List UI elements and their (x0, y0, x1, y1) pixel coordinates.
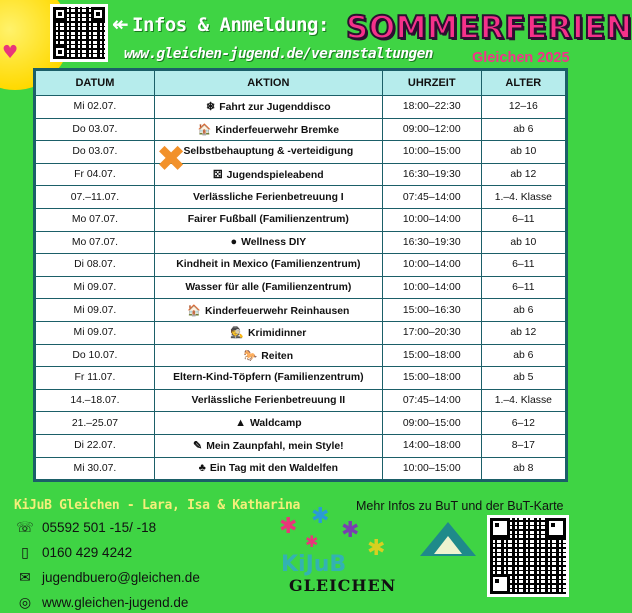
qr-code-registration[interactable] (50, 4, 108, 62)
cell-time (382, 276, 481, 299)
cell-action (154, 389, 382, 412)
date-text: Mo 07.07. (71, 236, 119, 248)
cell-age (481, 344, 565, 367)
qr-code-but[interactable] (487, 515, 569, 597)
website-link[interactable]: www.gleichen-jugend.de (42, 595, 189, 610)
table-row (36, 276, 566, 299)
header-age: ALTER (481, 71, 565, 96)
cell-date (36, 208, 155, 231)
cell-date (36, 389, 155, 412)
cell-action (154, 186, 382, 209)
person-figure-icon: ✱ (311, 504, 330, 529)
schedule-table (33, 68, 568, 482)
dice-icon: ⚄ (213, 169, 223, 182)
logo-text: KiJuB (281, 552, 347, 577)
table-row (36, 389, 566, 412)
table-row (36, 231, 566, 254)
qr-finder (490, 518, 510, 538)
action-text: Verlässliche Ferienbetreuung II (191, 395, 346, 407)
cell-age (481, 208, 565, 231)
detective-icon: 🕵 (230, 327, 245, 340)
cell-action (154, 141, 382, 164)
date-text: Do 10.07. (72, 349, 118, 361)
cell-action (154, 96, 382, 119)
cell-time (382, 389, 481, 412)
time-text: 15:00–18:00 (402, 349, 461, 361)
info-title: Infos & Anmeldung: (132, 14, 329, 36)
qr-finder (91, 7, 105, 21)
cell-time (382, 118, 481, 141)
age-text: 12–16 (508, 101, 538, 113)
age-text: ab 6 (513, 304, 534, 316)
elf-icon: ♣ (198, 462, 206, 475)
cell-date (36, 434, 155, 457)
cell-date (36, 344, 155, 367)
main-title: SOMMERFERIEN (346, 10, 632, 46)
age-text: ab 12 (510, 327, 537, 339)
cell-action (154, 344, 382, 367)
fire-station-icon: 🏠 (187, 304, 201, 317)
table-row (36, 434, 566, 457)
cell-age (481, 321, 565, 344)
cell-date (36, 412, 155, 435)
action-text: Waldcamp (249, 418, 302, 430)
arrow-left-icon: ↞ (112, 12, 129, 36)
cell-time (382, 231, 481, 254)
contact-email (14, 567, 300, 588)
cell-age (481, 231, 565, 254)
age-text: 1.–4. Klasse (494, 191, 552, 203)
cell-action (154, 254, 382, 277)
age-text: ab 6 (513, 349, 534, 361)
time-text: 09:00–15:00 (402, 417, 461, 429)
date-text: Di 22.07. (74, 440, 116, 452)
cell-time (382, 141, 481, 164)
date-text: Fr 11.07. (74, 372, 116, 384)
cross-icon: ✖ (156, 139, 187, 180)
age-text: ab 10 (510, 146, 537, 158)
cell-time (382, 186, 481, 209)
cell-date (36, 186, 155, 209)
header-date: DATUM (36, 71, 155, 96)
table-row (36, 208, 566, 231)
cell-age (481, 299, 565, 322)
paintbrush-icon: ✎ (193, 440, 203, 453)
age-text: 8–17 (511, 440, 535, 452)
action-text: Wasser für alle (Familienzentrum) (185, 282, 352, 294)
cell-age (481, 96, 565, 119)
action-text: Fairer Fußball (Familienzentrum) (187, 214, 349, 226)
cell-age (481, 118, 565, 141)
action-text: Jugendspieleabend (226, 170, 324, 182)
person-figure-icon: ✱ (367, 536, 386, 561)
cell-time (382, 434, 481, 457)
action-text: Fahrt zur Jugenddisco (219, 102, 331, 114)
cell-time (382, 321, 481, 344)
table-row (36, 186, 566, 209)
action-text: Krimidinner (248, 328, 307, 340)
table-row (36, 367, 566, 390)
cell-age (481, 434, 565, 457)
time-text: 14:00–18:00 (402, 440, 461, 452)
time-text: 15:00–18:00 (402, 372, 461, 384)
action-text: Kindheit in Mexico (Familienzentrum) (176, 259, 361, 271)
date-text: Mi 09.07. (73, 327, 117, 339)
qr-pattern (53, 7, 105, 59)
table-row (36, 141, 566, 164)
cell-date (36, 321, 155, 344)
fire-station-icon: 🏠 (197, 123, 212, 136)
cell-action (154, 321, 382, 344)
cell-time (382, 457, 481, 480)
logo-subtext: GLEICHEN (289, 576, 397, 595)
table-row (36, 118, 566, 141)
cell-action (154, 231, 382, 254)
cell-age (481, 457, 565, 480)
person-figure-icon: ✱ (305, 532, 319, 551)
cell-date (36, 254, 155, 277)
cell-action (154, 299, 382, 322)
action-text: Eltern-Kind-Töpfern (Familienzentrum) (173, 372, 364, 384)
cell-date (36, 118, 155, 141)
age-text: 6–11 (512, 282, 535, 294)
table-row (36, 412, 566, 435)
header-action: AKTION (154, 71, 382, 96)
qr-finder (546, 518, 566, 538)
cell-time (382, 412, 481, 435)
contact-phone1 (14, 517, 300, 538)
cell-time (382, 299, 481, 322)
table-row (36, 321, 566, 344)
phone1-text[interactable]: 05592 501 -15/ -18 (42, 520, 157, 535)
date-text: Fr 04.07. (74, 169, 116, 181)
cell-time (382, 254, 481, 277)
cell-time (382, 367, 481, 390)
cell-time (382, 163, 481, 186)
time-text: 18:00–22:30 (402, 101, 461, 113)
time-text: 17:00–20:30 (402, 327, 461, 339)
cell-time (382, 208, 481, 231)
cell-action (154, 118, 382, 141)
subtitle: Gleichen 2025 (472, 50, 570, 66)
table-row (36, 457, 566, 480)
time-text: 16:30–19:30 (402, 169, 461, 181)
cell-age (481, 367, 565, 390)
age-text: 6–12 (511, 417, 535, 429)
date-text: Mi 09.07. (73, 304, 117, 316)
date-text: Mo 07.07. (71, 214, 119, 226)
age-text: 6–11 (512, 214, 535, 226)
disco-ball-icon: ❄ (206, 101, 216, 114)
date-text: 21.–25.07 (71, 417, 119, 429)
cell-age (481, 276, 565, 299)
email-link[interactable]: jugendbuero@gleichen.de (42, 570, 200, 585)
contact-phone2 (14, 542, 300, 563)
time-text: 16:30–19:30 (402, 236, 461, 248)
mobile-icon: ▯ (21, 544, 29, 561)
header-time: UHRZEIT (382, 71, 481, 96)
date-text: Di 08.07. (74, 259, 116, 271)
cell-age (481, 412, 565, 435)
kijub-logo (275, 504, 397, 596)
time-text: 10:00–15:00 (402, 146, 461, 158)
cell-action (154, 276, 382, 299)
cell-time (382, 96, 481, 119)
action-text: Reiten (261, 350, 294, 362)
time-text: 09:00–12:00 (402, 123, 461, 135)
info-url-link[interactable]: www.gleichen-jugend.de/veranstaltungen (124, 46, 433, 62)
time-text: 15:00–16:30 (402, 304, 461, 316)
cell-action (154, 163, 382, 186)
time-text: 10:00–14:00 (402, 282, 461, 294)
cell-date (36, 96, 155, 119)
cell-age (481, 186, 565, 209)
cell-age (481, 163, 565, 186)
phone2-text[interactable]: 0160 429 4242 (42, 545, 133, 560)
time-text: 10:00–15:00 (402, 462, 461, 474)
qr-pattern (490, 518, 566, 594)
campfire-icon: ▲ (235, 417, 246, 430)
contact-block (14, 498, 300, 613)
but-logo-inner (434, 536, 462, 554)
action-text: Verlässliche Ferienbetreuung I (192, 191, 344, 203)
age-text: ab 12 (510, 169, 537, 181)
cell-date (36, 457, 155, 480)
time-text: 07:45–14:00 (402, 395, 461, 407)
age-text: ab 6 (513, 123, 534, 135)
age-text: ab 10 (510, 236, 537, 248)
date-text: 14.–18.07. (70, 395, 120, 407)
cell-date (36, 276, 155, 299)
person-figure-icon: ✱ (279, 514, 298, 539)
date-text: Mi 30.07. (73, 462, 117, 474)
cell-action (154, 367, 382, 390)
action-text: Ein Tag mit den Waldelfen (209, 463, 339, 475)
cell-action (154, 412, 382, 435)
cell-action (154, 434, 382, 457)
time-text: 10:00–14:00 (402, 259, 461, 271)
phone-icon: ☏ (16, 519, 34, 536)
table-row (36, 344, 566, 367)
contact-website (14, 592, 300, 613)
action-text: Kinderfeuerwehr Reinhausen (205, 305, 350, 317)
table-row (36, 299, 566, 322)
cell-age (481, 389, 565, 412)
sun-circle-icon: ● (230, 236, 238, 249)
team-line: KiJuB Gleichen - Lara, Isa & Katharina (14, 498, 301, 513)
action-text: Wellness DIY (241, 237, 307, 249)
cell-date (36, 367, 155, 390)
table-row (36, 254, 566, 277)
cell-action (154, 457, 382, 480)
time-text: 10:00–14:00 (402, 214, 461, 226)
cell-age (481, 254, 565, 277)
action-text: Selbstbehauptung & -verteidigung (183, 146, 354, 158)
date-text: 07.–11.07. (70, 191, 120, 203)
cell-date (36, 299, 155, 322)
globe-icon: ◎ (18, 594, 32, 611)
date-text: Do 03.07. (72, 123, 118, 135)
cell-time (382, 344, 481, 367)
time-text: 07:45–14:00 (402, 191, 461, 203)
qr-finder (53, 7, 67, 21)
action-text: Mein Zaunpfahl, mein Style! (206, 441, 344, 453)
cell-action (154, 208, 382, 231)
table-row (36, 163, 566, 186)
mail-icon: ✉ (19, 569, 31, 586)
date-text: Mi 02.07. (73, 101, 117, 113)
cell-age (481, 141, 565, 164)
date-text: Mi 09.07. (73, 282, 117, 294)
cell-date (36, 231, 155, 254)
date-text: Do 03.07. (72, 146, 118, 158)
age-text: ab 8 (513, 462, 534, 474)
cell-date (36, 163, 155, 186)
qr-finder (490, 574, 510, 594)
age-text: 1.–4. Klasse (494, 395, 552, 407)
action-text: Kinderfeuerwehr Bremke (215, 124, 339, 136)
horse-icon: 🐎 (243, 349, 258, 362)
heart-icon: ♥ (2, 42, 19, 63)
person-figure-icon: ✱ (341, 518, 360, 543)
but-info-text: Mehr Infos zu BuT und der BuT-Karte (356, 499, 564, 513)
table-row (36, 96, 566, 119)
age-text: ab 5 (513, 372, 534, 384)
age-text: 6–11 (512, 259, 535, 271)
table-header-row (36, 71, 566, 96)
cell-date (36, 141, 155, 164)
qr-finder (53, 45, 67, 59)
